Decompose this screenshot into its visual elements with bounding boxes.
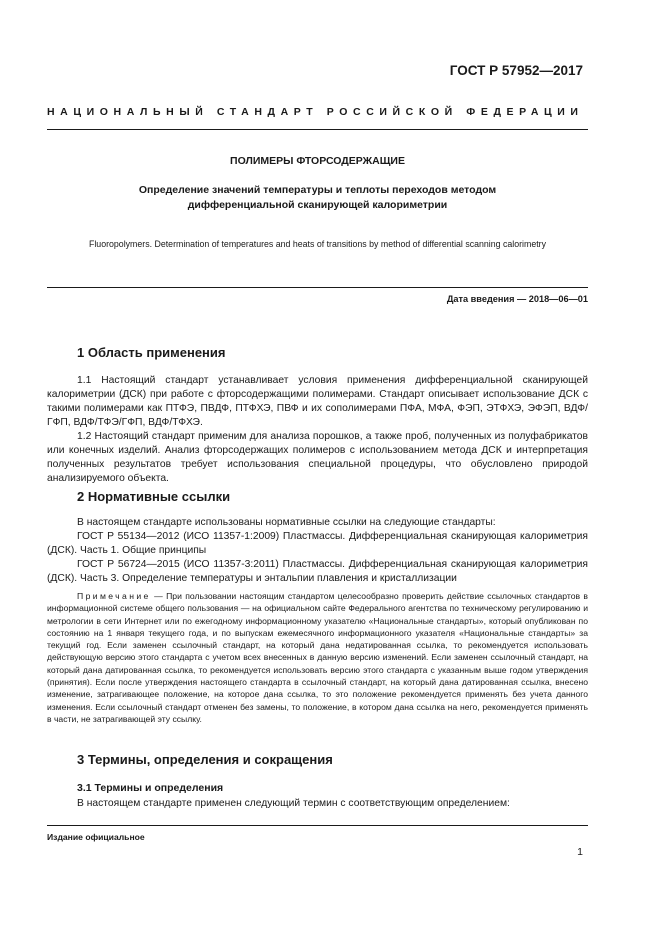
gost-code: ГОСТ Р 57952—2017: [449, 63, 583, 78]
note-block: [47, 590, 588, 725]
section-3-1-heading: 3.1 Термины и определения: [77, 782, 224, 794]
note-text: — При пользовании настоящим стандартом целесообразно проверить действие ссылочных стандартов в информационной системе общего пользования — на официальном сайте Федерального агентства по техническому регулированию и метрологии в сети Интернет или по ежегодному информационному указателю «Национальные стандарты», который опубликован по состоянию на 1 января текущего года, и по выпускам ежемесячного информационного указателя «Национальные стандарты» за текущий год. Если заменен ссылочный стандарт, на который дана недатированная ссылка, то рекомендуется использовать действующую версию этого стандарта с учетом всех внесенных в данную версию изменений. Если заменен ссылочный стандарт, на который дана датированная ссылка, то рекомендуется использовать версию этого стандарта с указанным выше годом утверждения (принятия). Если после утверждения настоящего стандарта в ссылочный стандарт, на который дана датированная ссылка, внесено изменение, затрагивающее положение, на которое дана ссылка, то это положение рекомендуется применять без учета данного изменения. Если ссылочный стандарт отменен без замены, то положение, в котором дана ссылка на него, рекомендуется применять в части, не затрагивающей эту ссылку.: [47, 591, 589, 724]
header-rule: [47, 129, 588, 130]
reference-gost-55134: ГОСТ Р 55134—2012 (ИСО 11357-1:2009) Пластмассы. Дифференциальная сканирующая калориметрия (ДСК). Часть 1. Общие принципы: [47, 531, 588, 556]
section-2-paragraph-1: В настоящем стандарте использованы нормативные ссылки на следующие стандарты:: [77, 517, 496, 528]
section-1-body: [47, 374, 588, 486]
section-1-paragraph-1: 1.1 Настоящий стандарт устанавливает условия применения дифференциальной сканирующей калориметрии (ДСК) при работе с фторсодержащими полимерами. Стандарт описывает использование ДСК с такими полимерами как ПТФЭ, ПВДФ, ПТФХЭ, ПВФ и их сополимерами ПФА, МФА, ФЭП, ЭТФХЭ, ЭФЭП, ВДФ/ГФП, ВДФ/ТФЭ/ГФП, ВДФ/ТФХЭ.: [47, 375, 588, 428]
reference-gost-56724: ГОСТ Р 56724—2015 (ИСО 11357-3:2011) Пластмассы. Дифференциальная сканирующая калориметрия (ДСК). Часть 3. Определение температуры и энтальпии плавления и кристаллизации: [47, 559, 588, 584]
note-label: Примечание: [77, 591, 151, 601]
official-edition-label: Издание официальное: [47, 832, 145, 842]
introduction-date: Дата введения — 2018—06—01: [446, 294, 588, 304]
section-2-heading: 2 Нормативные ссылки: [77, 489, 231, 504]
national-standard-banner: НАЦИОНАЛЬНЫЙ СТАНДАРТ РОССИЙСКОЙ ФЕДЕРАЦИИ: [47, 106, 584, 118]
title-rule: [47, 287, 588, 288]
page-number: 1: [577, 846, 583, 858]
footer-rule: [47, 825, 588, 826]
document-subtitle: Определение значений температуры и теплоты переходов методом дифференциальной сканирующей калориметрии: [138, 184, 497, 211]
english-title: Fluoropolymers. Determination of temperatures and heats of transitions by method of differential scanning calorimetry: [88, 239, 546, 249]
section-3-paragraph-1: В настоящем стандарте применен следующий термин с соответствующим определением:: [77, 798, 510, 809]
document-title: ПОЛИМЕРЫ ФТОРСОДЕРЖАЩИЕ: [230, 155, 405, 167]
section-3-heading: 3 Термины, определения и сокращения: [77, 752, 333, 767]
section-3-body: [47, 797, 588, 811]
section-1-paragraph-2: 1.2 Настоящий стандарт применим для анализа порошков, а также проб, полученных из полуфабрикатов или конечных изделий. Анализ фторсодержащих полимеров с использованием метода ДСК и интерпретация полученных результатов требует использования специальной процедуры, что обусловлено природой анализируемого объекта.: [47, 431, 588, 484]
section-2-body: [47, 516, 588, 586]
section-1-heading: 1 Область применения: [77, 345, 226, 360]
